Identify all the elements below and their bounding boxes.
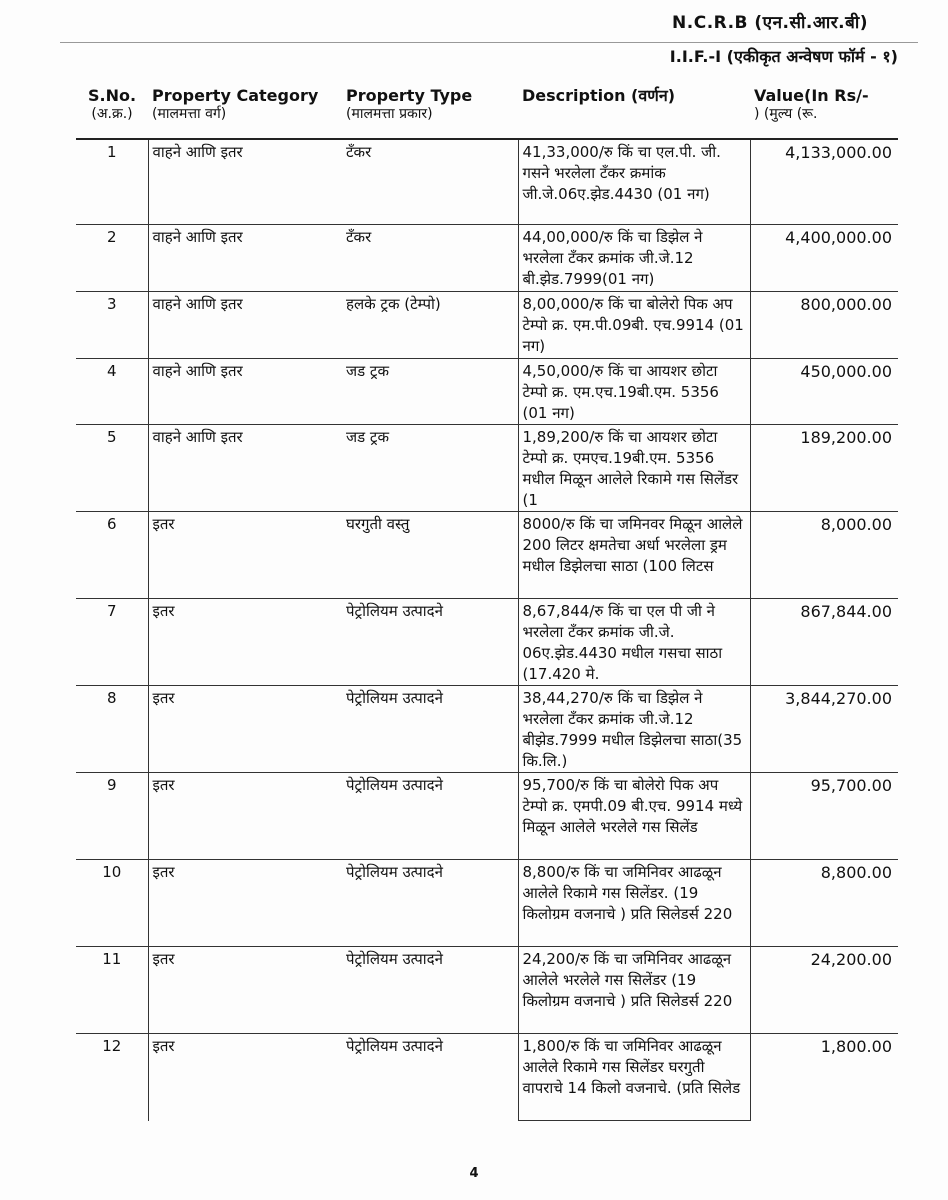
value-cell: 867,844.00 — [750, 599, 898, 686]
value-cell: 1,800.00 — [750, 1034, 898, 1121]
type-cell: टॅंकर — [342, 139, 518, 225]
type-cell: जड ट्रक — [342, 425, 518, 512]
type-cell: टॅंकर — [342, 225, 518, 292]
description-cell: 1,89,200/रु किं चा आयशर छोटा टेम्पो क्र. एमएच.19बी.एम. 5356 मधील मिळून आलेले रिकामे गस सिलेंडर (1 — [518, 425, 750, 512]
table-row — [76, 686, 898, 773]
value-cell: 4,133,000.00 — [750, 139, 898, 225]
type-cell: पेट्रोलियम उत्पादने — [342, 599, 518, 686]
sno-cell: 3 — [76, 292, 148, 359]
sno-cell: 4 — [76, 359, 148, 425]
description-cell: 24,200/रु किं चा जमिनिवर आढळून आलेले भरलेले गस सिलेंडर (19 किलोग्रम वजनाचे ) प्रति सिलेडर्स 220 — [518, 947, 750, 1034]
type-cell: पेट्रोलियम उत्पादने — [342, 686, 518, 773]
type-cell: जड ट्रक — [342, 359, 518, 425]
type-cell: हलके ट्रक (टेम्पो) — [342, 292, 518, 359]
table-row — [76, 860, 898, 947]
column-title: Value(In Rs/- — [754, 86, 869, 105]
table-header-row — [76, 82, 898, 139]
table-row — [76, 512, 898, 599]
category-cell: इतर — [148, 512, 342, 599]
table-row — [76, 359, 898, 425]
value-cell: 8,000.00 — [750, 512, 898, 599]
table-row — [76, 292, 898, 359]
sno-cell: 6 — [76, 512, 148, 599]
sno-cell: 7 — [76, 599, 148, 686]
type-cell: पेट्रोलियम उत्पादने — [342, 860, 518, 947]
table-row — [76, 599, 898, 686]
sno-cell: 12 — [76, 1034, 148, 1121]
table-row — [76, 773, 898, 860]
type-cell: पेट्रोलियम उत्पादने — [342, 773, 518, 860]
category-cell: वाहने आणि इतर — [148, 292, 342, 359]
table-row — [76, 425, 898, 512]
column-header-type — [342, 82, 518, 139]
type-cell: पेट्रोलियम उत्पादने — [342, 1034, 518, 1121]
sno-cell: 11 — [76, 947, 148, 1034]
sno-cell: 5 — [76, 425, 148, 512]
sno-cell: 9 — [76, 773, 148, 860]
sno-cell: 1 — [76, 139, 148, 225]
type-cell: पेट्रोलियम उत्पादने — [342, 947, 518, 1034]
column-header-value — [750, 82, 898, 139]
value-cell: 4,400,000.00 — [750, 225, 898, 292]
description-cell: 38,44,270/रु किं चा डिझेल ने भरलेला टॅंकर क्रमांक जी.जे.12 बीझेड.7999 मधील डिझेलचा साठा(35 कि.लि.) — [518, 686, 750, 773]
description-cell: 8,67,844/रु किं चा एल पी जी ने भरलेला टॅंकर क्रमांक जी.जे. 06ए.झेड.4430 मधील गसचा साठा (17.420 मे. — [518, 599, 750, 686]
value-cell: 3,844,270.00 — [750, 686, 898, 773]
category-cell: इतर — [148, 599, 342, 686]
category-cell: वाहने आणि इतर — [148, 139, 342, 225]
value-cell: 95,700.00 — [750, 773, 898, 860]
column-subtitle: (मालमत्ता वर्ग) — [152, 106, 227, 122]
table-row — [76, 139, 898, 225]
category-cell: वाहने आणि इतर — [148, 225, 342, 292]
category-cell: वाहने आणि इतर — [148, 359, 342, 425]
property-table — [76, 82, 898, 1121]
value-cell: 189,200.00 — [750, 425, 898, 512]
value-cell: 24,200.00 — [750, 947, 898, 1034]
column-title: Property Category — [152, 86, 319, 105]
column-header-sno — [76, 82, 148, 139]
table-row — [76, 947, 898, 1034]
description-cell: 41,33,000/रु किं चा एल.पी. जी. गसने भरलेला टॅंकर क्रमांक जी.जे.06ए.झेड.4430 (01 नग) — [518, 139, 750, 225]
column-subtitle: (अ.क्र.) — [91, 106, 133, 122]
description-cell: 44,00,000/रु किं चा डिझेल ने भरलेला टॅंकर क्रमांक जी.जे.12 बी.झेड.7999(01 नग) — [518, 225, 750, 292]
column-subtitle: ) (मुल्य (रू. — [754, 106, 818, 122]
description-cell: 1,800/रु किं चा जमिनिवर आढळून आलेले रिकामे गस सिलेंडर घरगुती वापराचे 14 किलो वजनाचे. (प्रति सिलेड — [518, 1034, 750, 1121]
sno-cell: 8 — [76, 686, 148, 773]
column-title: Description (वर्णन) — [522, 86, 676, 105]
header-ncrb: N.C.R.B (एन.सी.आर.बी) — [672, 13, 868, 33]
column-header-description — [518, 82, 750, 139]
sno-cell: 10 — [76, 860, 148, 947]
table-row — [76, 1034, 898, 1121]
value-cell: 800,000.00 — [750, 292, 898, 359]
category-cell: वाहने आणि इतर — [148, 425, 342, 512]
category-cell: इतर — [148, 773, 342, 860]
page-number: 4 — [469, 1166, 479, 1181]
description-cell: 8,00,000/रु किं चा बोलेरो पिक अप टेम्पो क्र. एम.पी.09बी. एच.9914 (01 नग) — [518, 292, 750, 359]
description-cell: 8,800/रु किं चा जमिनिवर आढळून आलेले रिकामे गस सिलेंडर. (19 किलोग्रम वजनाचे ) प्रति सिलेडर्स 220 — [518, 860, 750, 947]
column-title: Property Type — [346, 86, 473, 105]
column-header-category — [148, 82, 342, 139]
description-cell: 8000/रु किं चा जमिनवर मिळून आलेले 200 लिटर क्षमतेचा अर्धा भरलेला ड्रम मधील डिझेलचा साठा (100 लिटस — [518, 512, 750, 599]
value-cell: 450,000.00 — [750, 359, 898, 425]
category-cell: इतर — [148, 1034, 342, 1121]
header-form-title: I.I.F.-I (एकीकृत अन्वेषण फॉर्म - १) — [669, 47, 898, 66]
table-row — [76, 225, 898, 292]
table-body — [76, 139, 898, 1121]
category-cell: इतर — [148, 860, 342, 947]
header-divider — [60, 42, 918, 43]
column-title: S.No. — [87, 86, 137, 105]
description-cell: 4,50,000/रु किं चा आयशर छोटा टेम्पो क्र. एम.एच.19बी.एम. 5356 (01 नग) — [518, 359, 750, 425]
type-cell: घरगुती वस्तु — [342, 512, 518, 599]
category-cell: इतर — [148, 686, 342, 773]
column-subtitle: (मालमत्ता प्रकार) — [346, 106, 433, 122]
value-cell: 8,800.00 — [750, 860, 898, 947]
description-cell: 95,700/रु किं चा बोलेरो पिक अप टेम्पो क्र. एमपी.09 बी.एच. 9914 मध्ये मिळून आलेले भरलेले गस सिलेंड — [518, 773, 750, 860]
category-cell: इतर — [148, 947, 342, 1034]
sno-cell: 2 — [76, 225, 148, 292]
